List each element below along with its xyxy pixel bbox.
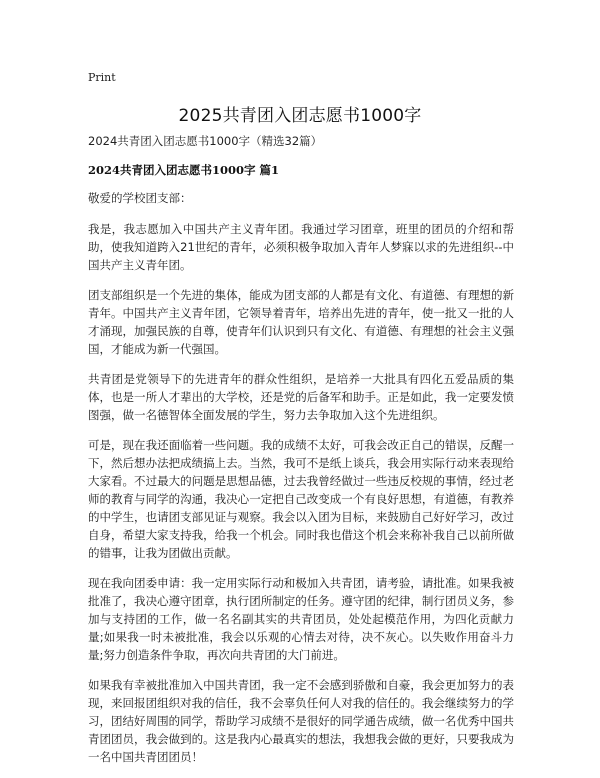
- document-subtitle: 2024共青团入团志愿书1000字（精选32篇）: [88, 134, 323, 148]
- salutation: 敬爱的学校团支部：: [88, 191, 192, 205]
- section-heading: 2024共青团入团志愿书1000字 篇1: [88, 163, 280, 177]
- paragraph: 我是，我志愿加入中国共产主义青年团。我通过学习团章，班里的团员的介绍和帮助，使我知道跨入21世纪的青年，必须积极争取加入青年人梦寐以求的先进组织--中国共产主义青年团。: [88, 222, 514, 272]
- paragraph: 共青团是党领导下的先进青年的群众性组织，是培养一大批具有四化五爱品质的集体，也是一所人才辈出的大学校，还是党的后备军和助手。正是如此，我一定要发愤图强，做一名德智体全面发展的学生，努力去争取加入这个先进组织。: [88, 372, 514, 422]
- page-title: 2025共青团入团志愿书1000字: [178, 106, 422, 126]
- paragraph: 现在我向团委申请：我一定用实际行动和极加入共青团，请考验，请批准。如果我被批准了，我决心遵守团章，执行团所制定的任务。遵守团的纪律，制行团员义务，参加与支持团的工作，做一名名副其实的共青团员，处处起模范作用，为四化贡献力量;如果我一时未被批准，我会以乐观的心情去对待，决不灰心。以失败作用奋斗力量;努力创造条件争取，再次向共青团的大门前进。: [88, 576, 514, 662]
- paragraph: 团支部组织是一个先进的集体，能成为团支部的人都是有文化、有道德、有理想的新青年。中国共产主义青年团，它领导着青年，培养出先进的青年，使一批又一批的人才涌现，加强民族的自尊，使青年们认识到只有文化、有道德、有理想的社会主义强国，才能成为新一代强国。: [88, 288, 514, 356]
- print-link[interactable]: Print: [88, 71, 116, 84]
- document-body: [88, 133, 514, 778]
- paragraph: 如果我有幸被批准加入中国共青团，我一定不会感到骄傲和自豪，我会更加努力的表现，来回报团组织对我的信任，我不会辜负任何人对我的信任的。我会继续努力的学习，团结好周围的同学，帮助学习成绩不是很好的同学通告成绩，做一名优秀中国共青团团员，我会做到的。这是我内心最真实的想法，我想我会做的更好，只要我成为一名中国共青团团员！: [88, 678, 514, 764]
- paragraph: 可是，现在我还面临着一些问题。我的成绩不太好，可我会改正自己的错误，反醒一下，然后想办法把成绩搞上去。当然，我可不是纸上谈兵，我会用实际行动来表现给大家看。不过最大的问题是思想品德，过去我曾经做过一些违反校规的事情，经过老师的教育与同学的沟通，我决心一定把自己改变成一个有良好思想，有道德，有教养的中学生，也请团支部见证与观察。我会以入团为目标，来鼓励自己好好学习，改过自身，希望大家支持我，给我一个机会。同时我也借这个机会来称补我自己以前所做的错事，让我为团做出贡献。: [88, 438, 514, 560]
